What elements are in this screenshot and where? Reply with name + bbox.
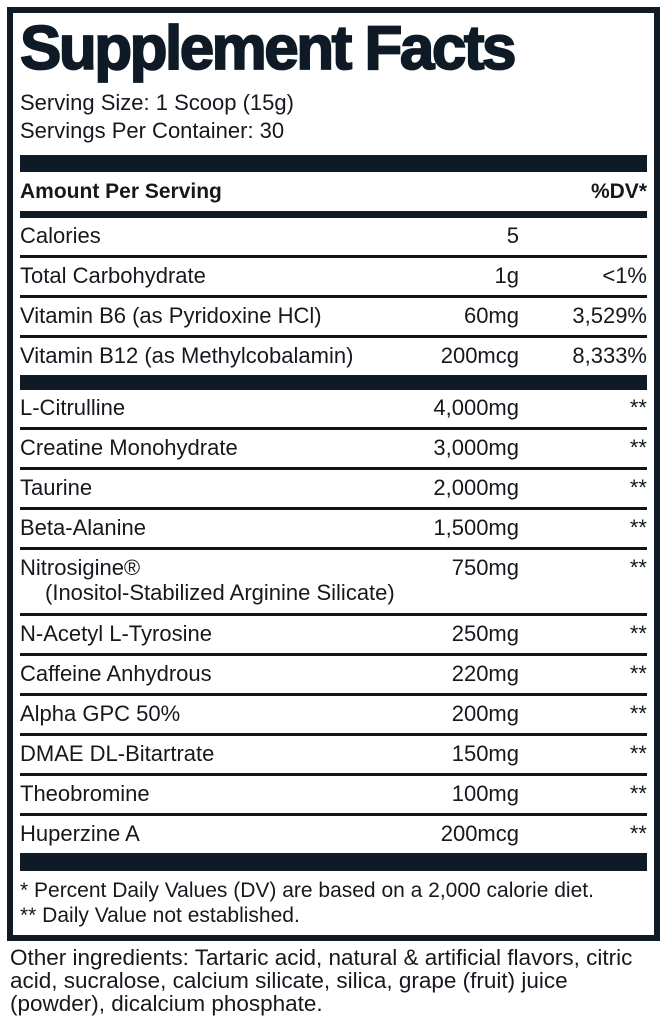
ingredient-dv: **: [629, 555, 647, 580]
row-vitamin-b12: [20, 335, 647, 375]
row-calories: [20, 218, 647, 255]
ingredient-name: Alpha GPC 50%: [20, 701, 181, 726]
section-divider-bar: [20, 375, 647, 390]
section-divider-bar: [20, 853, 647, 871]
ingredient-name: Caffeine Anhydrous: [20, 661, 212, 686]
row-huperzine-a: [20, 813, 647, 853]
ingredient-name: Theobromine: [20, 781, 150, 806]
ingredient-name: N-Acetyl L-Tyrosine: [20, 621, 212, 646]
ingredient-amount: 1,500mg: [433, 515, 519, 540]
footnote-not-established: ** Daily Value not established.: [20, 904, 300, 927]
ingredient-amount: 4,000mg: [433, 395, 519, 420]
ingredients-table: [20, 390, 647, 853]
ingredient-dv: **: [629, 821, 647, 846]
nutrient-dv: <1%: [602, 263, 647, 288]
ingredient-dv: **: [629, 701, 647, 726]
ingredient-name: [20, 555, 395, 606]
nutrient-name: Vitamin B6 (as Pyridoxine HCl): [20, 303, 322, 328]
footnotes: [20, 871, 647, 931]
row-alpha-gpc: [20, 693, 647, 733]
ingredient-dv: **: [629, 515, 647, 540]
ingredient-dv: **: [629, 395, 647, 420]
supplement-facts-panel: [7, 7, 660, 941]
other-ingredients: Other ingredients: Tartaric acid, natural & artificial flavors, citric acid, sucralose, calcium silicate, silica, grape (fruit) juice (powder), dicalcium phosphate.: [10, 945, 633, 1016]
ingredient-name-main: Nitrosigine®: [20, 555, 141, 580]
nutrients-table: [20, 218, 647, 375]
ingredient-amount: 250mg: [451, 621, 519, 646]
ingredient-dv: **: [629, 781, 647, 806]
nutrient-name: Total Carbohydrate: [20, 263, 206, 288]
row-creatine-monohydrate: [20, 427, 647, 467]
row-nitrosigine: [20, 547, 647, 613]
ingredient-dv: **: [629, 741, 647, 766]
row-theobromine: [20, 773, 647, 813]
ingredient-amount: 3,000mg: [433, 435, 519, 460]
nutrient-name: Vitamin B12 (as Methylcobalamin): [20, 343, 354, 368]
ingredient-amount: 220mg: [451, 661, 519, 686]
nutrient-amount: 5: [506, 223, 519, 248]
nutrient-amount: 60mg: [463, 303, 519, 328]
panel-title: Supplement Facts: [20, 14, 514, 83]
footnote-daily-value: * Percent Daily Values (DV) are based on a 2,000 calorie diet.: [20, 879, 594, 902]
ingredient-dv: **: [629, 435, 647, 460]
ingredient-dv: **: [629, 475, 647, 500]
row-dmae-dl-bitartrate: [20, 733, 647, 773]
row-l-citrulline: [20, 390, 647, 427]
nutrient-amount: 200mcg: [440, 343, 519, 368]
section-divider-bar: [20, 155, 647, 172]
nutrient-amount: 1g: [494, 263, 519, 288]
nutrient-name: Calories: [20, 223, 101, 248]
ingredient-amount: 150mg: [451, 741, 519, 766]
row-taurine: [20, 467, 647, 507]
row-total-carbohydrate: [20, 255, 647, 295]
table-header-row: [20, 172, 647, 211]
servings-per-container: Servings Per Container: 30: [20, 118, 285, 143]
ingredient-name: DMAE DL-Bitartrate: [20, 741, 215, 766]
ingredient-dv: **: [629, 661, 647, 686]
row-beta-alanine: [20, 507, 647, 547]
row-vitamin-b6: [20, 295, 647, 335]
row-caffeine-anhydrous: [20, 653, 647, 693]
nutrient-dv: 8,333%: [572, 343, 647, 368]
ingredient-amount: 2,000mg: [433, 475, 519, 500]
ingredient-name: Beta-Alanine: [20, 515, 146, 540]
row-n-acetyl-l-tyrosine: [20, 613, 647, 653]
ingredient-name: Creatine Monohydrate: [20, 435, 238, 460]
nutrient-dv: 3,529%: [572, 303, 647, 328]
ingredient-name: L-Citrulline: [20, 395, 126, 420]
ingredient-name-sub: (Inositol-Stabilized Arginine Silicate): [45, 580, 395, 605]
column-header-amount-per-serving: Amount Per Serving: [20, 180, 222, 203]
serving-size: Serving Size: 1 Scoop (15g): [20, 90, 294, 115]
header-underline-bar: [20, 211, 647, 218]
ingredient-amount: 750mg: [451, 555, 519, 580]
column-header-dv: %DV*: [590, 180, 647, 203]
ingredient-amount: 200mg: [451, 701, 519, 726]
ingredient-dv: **: [629, 621, 647, 646]
ingredient-name: Huperzine A: [20, 821, 140, 846]
ingredient-amount: 100mg: [451, 781, 519, 806]
ingredient-name: Taurine: [20, 475, 93, 500]
ingredient-amount: 200mcg: [440, 821, 519, 846]
